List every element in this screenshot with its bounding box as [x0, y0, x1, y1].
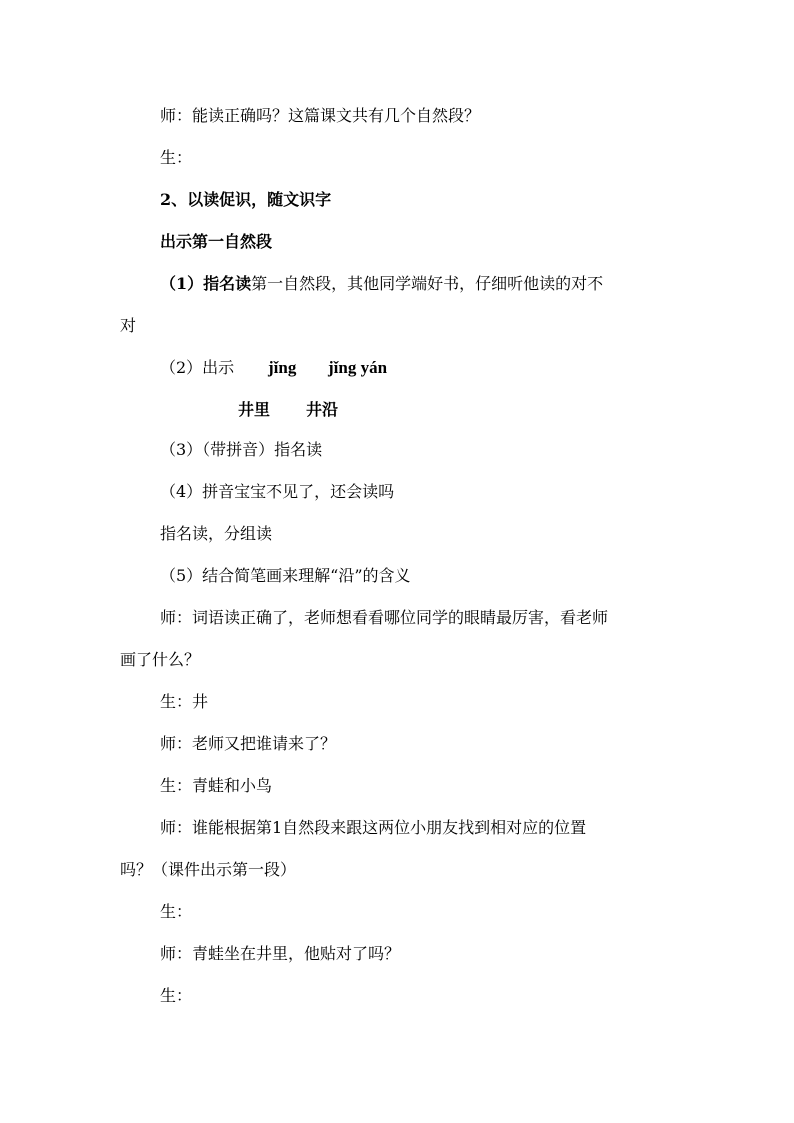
step-3-line: （3）（带拼音）指名读 [160, 440, 323, 459]
step-1-text: 第一自然段，其他同学端好书，仔细听他读的对不 [251, 274, 604, 293]
teacher-line-1: 师：词语读正确了，老师想看看哪位同学的眼睛最厉害，看老师 [160, 608, 609, 627]
section-heading: 2、以读促识，随文识字 [160, 190, 332, 209]
student-line-2: 生：青蛙和小鸟 [160, 776, 273, 795]
student-line-3: 生： [160, 902, 193, 921]
subheading: 出示第一自然段 [160, 232, 273, 251]
step-1-line [160, 273, 603, 295]
pinyin-1: jǐng [268, 358, 297, 377]
pinyin-2: jǐng yán [328, 358, 388, 377]
word-1: 井里 [238, 400, 271, 419]
teacher-line-4: 师：青蛙坐在井里，他贴对了吗？ [160, 944, 401, 963]
teacher-line-1-continuation: 画了什么？ [120, 650, 201, 669]
teacher-question-line: 师：能读正确吗？这篇课文共有几个自然段？ [160, 106, 481, 125]
step-5-line: （5）结合简笔画来理解“沿”的含义 [160, 566, 411, 585]
student-line-1: 生：井 [160, 692, 209, 711]
step-2-line: （2）出示 [160, 358, 235, 377]
step-1-bold-label: 指名读 [203, 274, 252, 293]
word-2: 井沿 [306, 400, 339, 419]
step-1-number: （1） [160, 274, 204, 293]
reading-instruction: 指名读，分组读 [160, 524, 273, 543]
teacher-line-3: 师：谁能根据第1自然段来跟这两位小朋友找到相对应的位置 [160, 818, 587, 837]
student-answer-line: 生： [160, 148, 193, 167]
teacher-line-2: 师：老师又把谁请来了？ [160, 734, 337, 753]
step-4-line: （4）拼音宝宝不见了，还会读吗 [160, 482, 395, 501]
student-line-4: 生： [160, 986, 193, 1005]
teacher-line-3-continuation: 吗？（课件出示第一段） [120, 860, 297, 879]
step-1-continuation: 对 [120, 316, 137, 335]
